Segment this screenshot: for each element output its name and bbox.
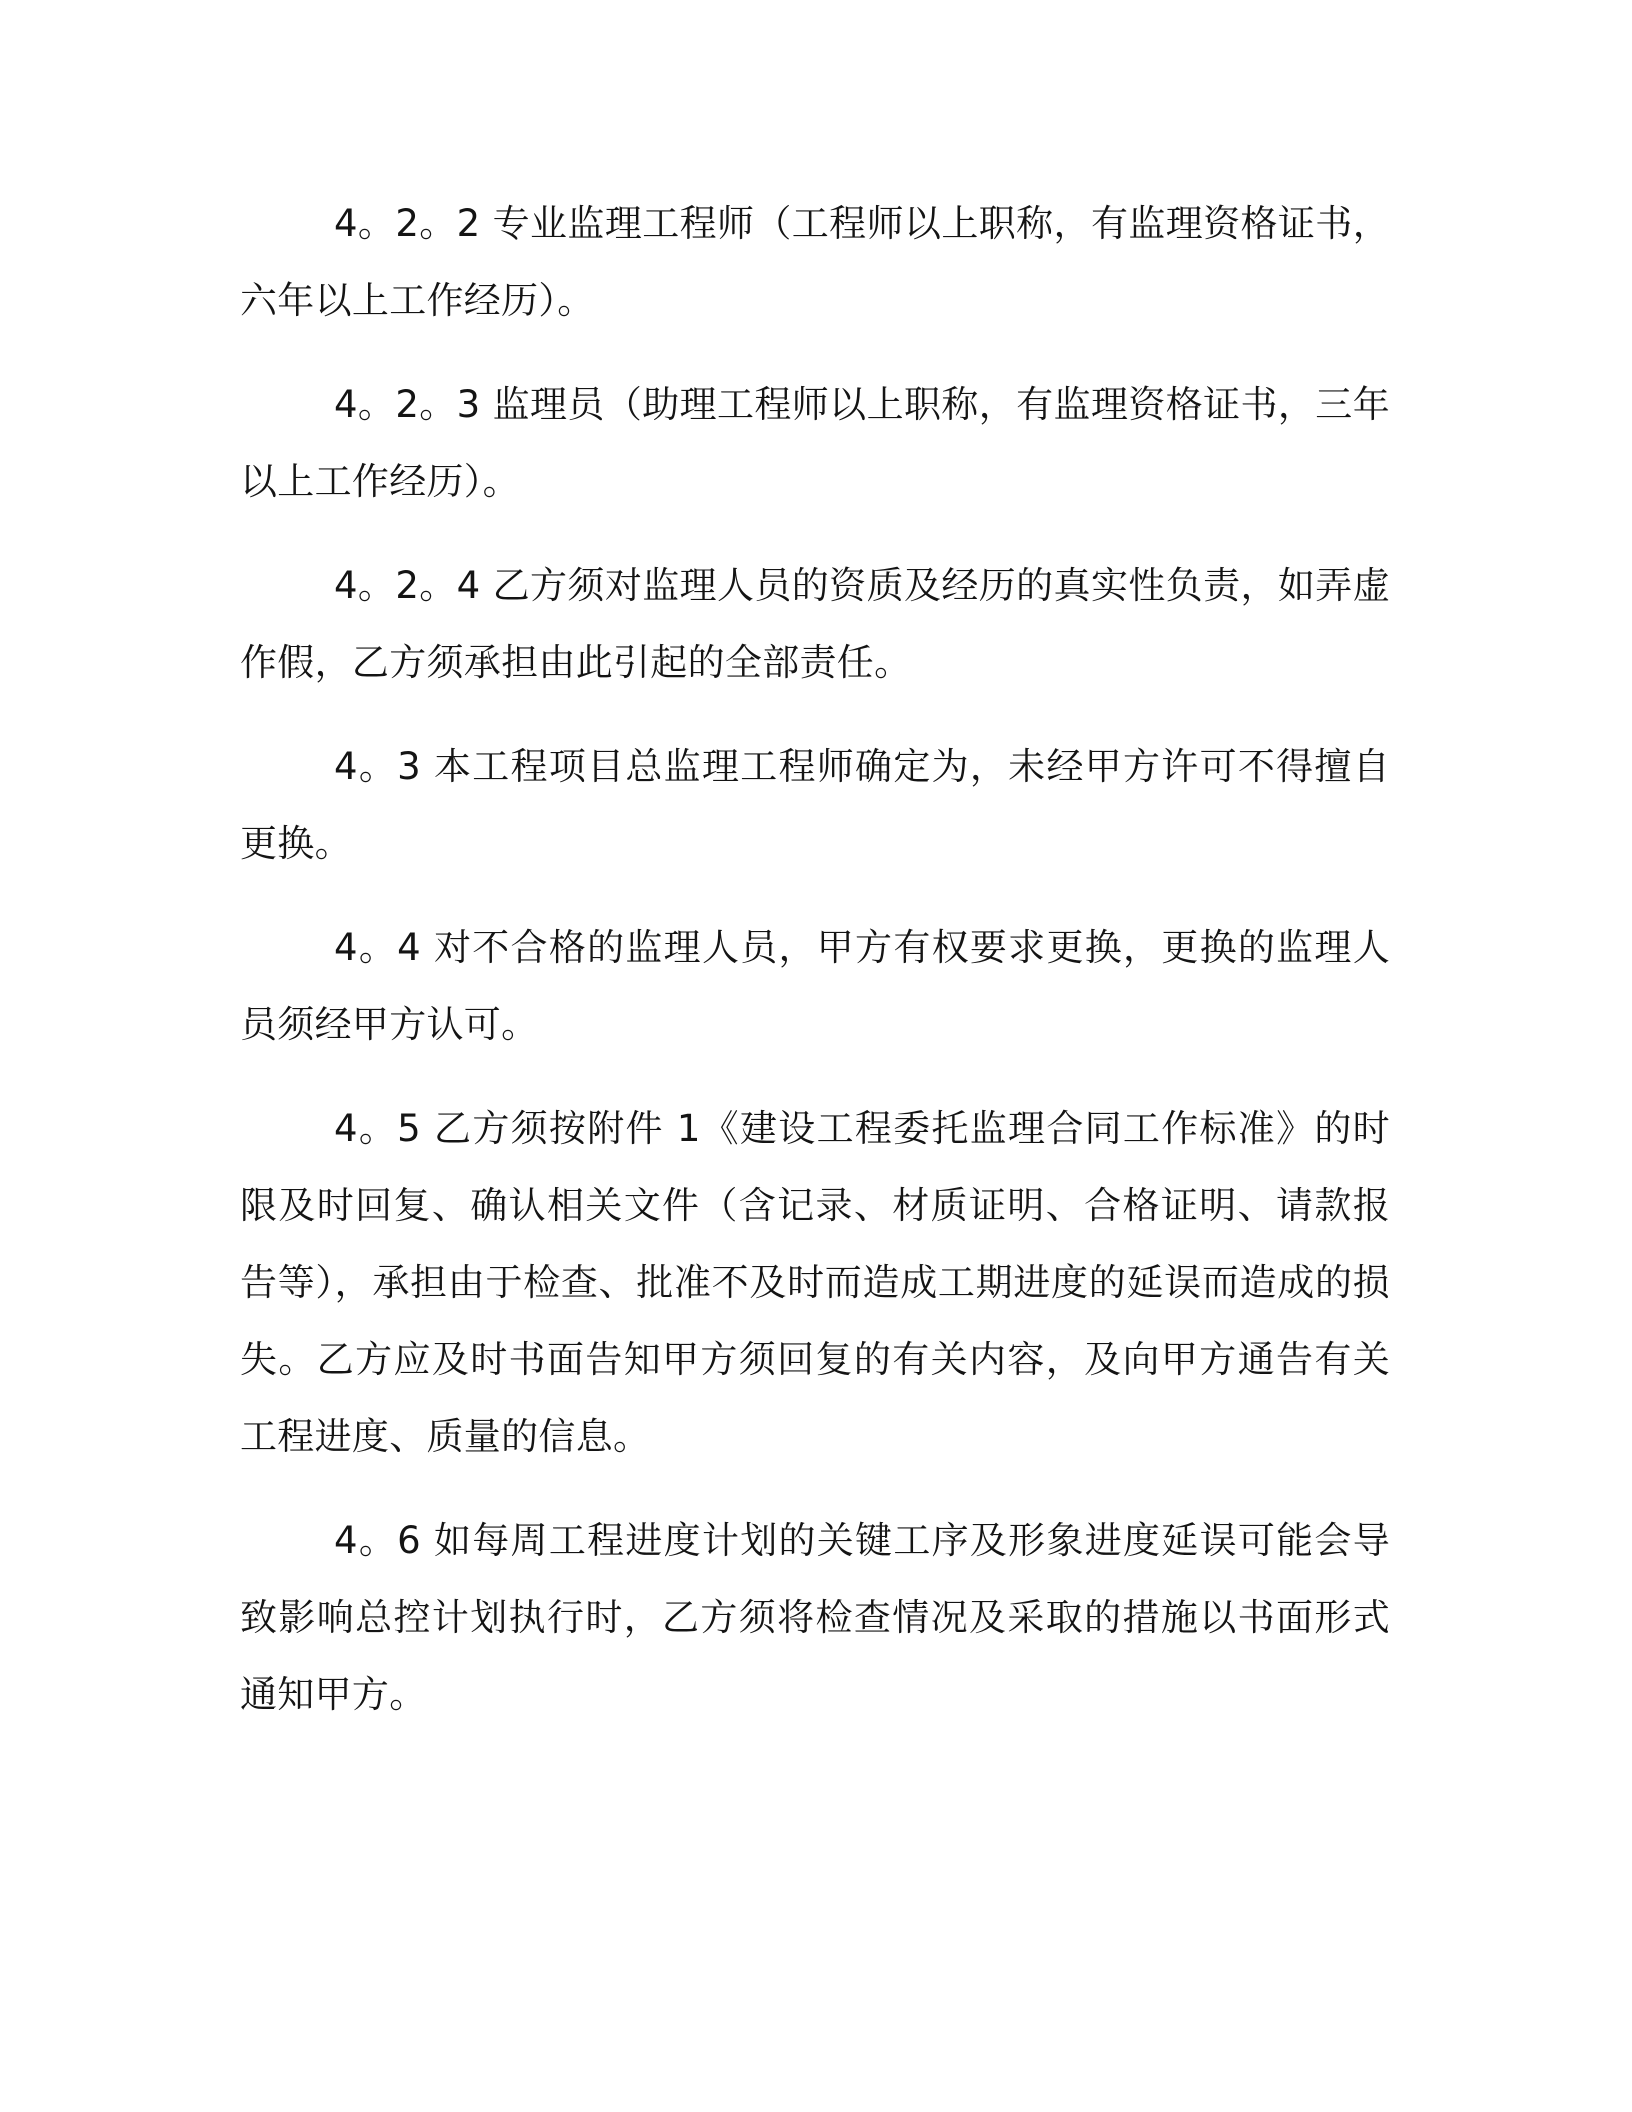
clause-4-2-4: 4。2。4 乙方须对监理人员的资质及经历的真实性负责，如弄虚作假，乙方须承担由此引起的全部责任。: [240, 564, 1390, 684]
clause-4-5: 4。5 乙方须按附件 1《建设工程委托监理合同工作标准》的时限及时回复、确认相关文件（含记录、材质证明、合格证明、请款报告等），承担由于检查、批准不及时而造成工期进度的延误而造成的损失。乙方应及时书面告知甲方须回复的有关内容，及向甲方通告有关工程进度、质量的信息。: [240, 1107, 1390, 1458]
clause-4-4: 4。4 对不合格的监理人员，甲方有权要求更换，更换的监理人员须经甲方认可。: [240, 926, 1390, 1046]
clause-4-6: 4。6 如每周工程进度计划的关键工序及形象进度延误可能会导致影响总控计划执行时，乙方须将检查情况及采取的措施以书面形式通知甲方。: [240, 1519, 1390, 1716]
clause-4-3: 4。3 本工程项目总监理工程师确定为，未经甲方许可不得擅自更换。: [240, 745, 1390, 865]
clause-4-2-2: 4。2。2 专业监理工程师（工程师以上职称，有监理资格证书，六年以上工作经历）。: [240, 202, 1390, 322]
document-body: [240, 185, 1390, 1760]
clause-4-2-3: 4。2。3 监理员（助理工程师以上职称，有监理资格证书，三年以上工作经历）。: [240, 383, 1390, 503]
